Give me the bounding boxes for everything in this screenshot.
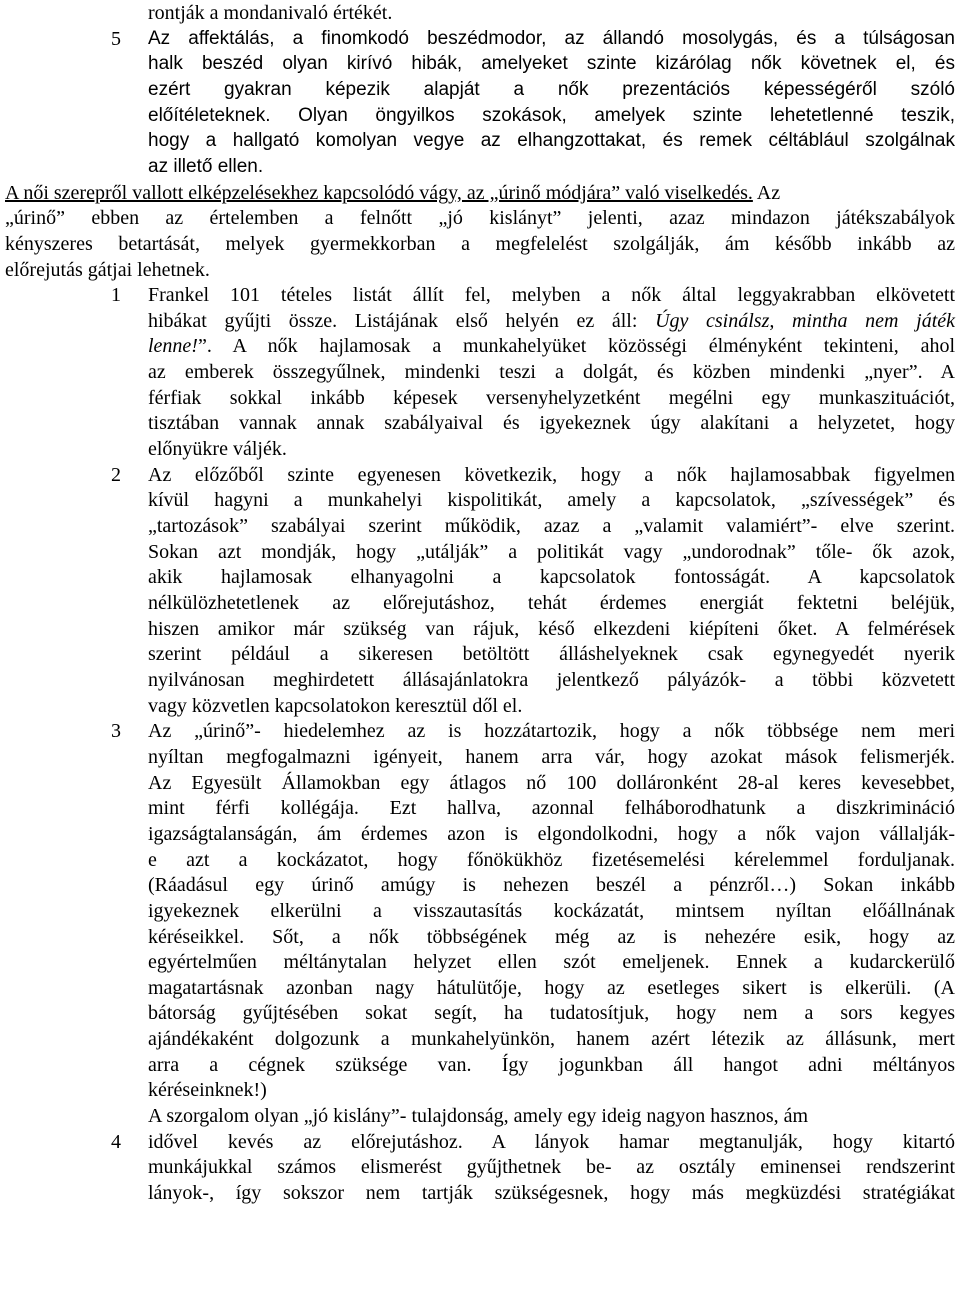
text-line: bátorság gyűjtésében sokat segít, ha tudatosítjuk, hogy nem a sors kegyes <box>148 1002 955 1024</box>
list-number: 3 <box>111 720 121 742</box>
text-line: hiszen amikor már szükség van rájuk, késő elkezdeni kiépíteni őket. A felmérések <box>148 618 955 640</box>
quote-italic: Úgy csinálsz, mintha nem játék <box>655 310 955 332</box>
text-line: szerint például a sikeresen betöltött álláshelyeknek csak egynegyedét nyerik <box>148 643 955 665</box>
text-line: (Ráadásul egy úrinő amúgy is nehezen beszél a pénzről…) Sokan inkább <box>148 874 955 896</box>
list-number: 5 <box>111 28 121 50</box>
text-line: igyekeznek elkerülni a visszautasítás kockázatát, mintsem nyíltan előállnának <box>148 900 955 922</box>
text-line: tisztában vannak annak szabályaival és igyekeznek úgy alakítani a helyzetet, hogy <box>148 412 955 434</box>
list-number: 1 <box>111 284 121 306</box>
text-line: Az „úrinő”- hiedelemhez az is hozzátartozik, hogy a nők többsége nem meri <box>148 720 955 742</box>
text-line: az illető ellen. <box>148 156 264 177</box>
quote-italic: lenne! <box>148 335 198 357</box>
text-line: lányok-, így sokszor nem tartják szükségesnek, hogy más megküzdési stratégiákat <box>148 1182 955 1204</box>
text-line: nélkülözhetetlenek az előrejutáshoz, tehát érdemes energiát fektetni beléjük, <box>148 592 955 614</box>
text-line: munkájukkal számos elismerést gyűjthetnek be- az osztály eminensei rendszerint <box>148 1156 955 1178</box>
text-line: hogy a hallgató komolyan vegye az elhangzottakat, és remek céltáblául szolgálnak <box>148 130 955 151</box>
text-line: előnyükre váljék. <box>148 438 287 460</box>
text-line: Az affektálás, a finomkodó beszédmodor, az állandó mosolygás, és a túlságosan <box>148 28 955 49</box>
text-line: vagy közvetlen kapcsolatokon keresztül dől el. <box>148 695 523 717</box>
text-line: előrejutás gátjai lehetnek. <box>5 259 210 281</box>
text-line: férfiak sokkal inkább képesek versenyhelyzetként megélni egy munkaszituációt, <box>148 387 955 409</box>
text-line <box>148 311 955 331</box>
text-line: nyíltan megfogalmazni igényeit, hanem arra vár, hogy azokat mások felismerjék. <box>148 746 955 768</box>
text-line: kívül hagyni a munkahelyi kispolitikát, amely a kapcsolatok, „szívességek” és <box>148 489 955 511</box>
text-line: magatartásnak azonban nagy hátulütője, hogy az esetleges sikert is elkerüli. (A <box>148 977 955 999</box>
text-line: „úrinő” ebben az értelemben a felnőtt „jó kislányt” jelenti, azaz mindazon játékszabályok <box>5 207 955 229</box>
text-line <box>148 1209 955 1229</box>
text-fragment: hibákat gyűjti össze. Listájának első helyén ez áll: <box>148 310 656 332</box>
text-line: A szorgalom olyan „jó kislány”- tulajdonság, amely egy ideig nagyon hasznos, ám <box>148 1105 809 1127</box>
text-fragment: ”. A nők hajlamosak a munkahelyüket közösségi élményként tekinteni, ahol <box>197 335 955 357</box>
text-line <box>148 336 955 356</box>
text-line: Az Egyesült Államokban egy átlagos nő 100 dolláronként 28-al keres kevesebbet, <box>148 772 955 794</box>
text-line: rontják a mondanivaló értékét. <box>148 2 393 24</box>
section-heading-line <box>5 183 955 203</box>
text-line: kéréseinknek!) <box>148 1079 267 1101</box>
text-line: e azt a kockázatot, hogy főnökükhöz fizetésemelési kérelemmel forduljanak. <box>148 849 955 871</box>
text-fragment: Az <box>752 182 781 204</box>
text-line: az emberek összegyűlnek, mindenki teszi a dolgát, és közben mindenki „nyer”. A <box>148 361 955 383</box>
text-line: ezért gyakran képezik alapját a nők prezentációs képességéről szóló <box>148 79 955 100</box>
text-line: akik hajlamosak elhanyagolni a kapcsolatok fontosságát. A kapcsolatok <box>148 566 955 588</box>
section-heading: A női szerepről vallott elképzelésekhez kapcsolódó vágy, az „úrinő módjára” való viselkedés. <box>5 182 753 204</box>
text-line: „tartozások” szabályai szerint működik, azaz a „valamit valamiért”- elve szerint. <box>148 515 955 537</box>
text-line: egyértelműen méltánytalan helyzet ellen szót emeljenek. Ennek a kudarckerülő <box>148 951 955 973</box>
text-line: idővel kevés az előrejutáshoz. A lányok hamar megtanulják, hogy kitartó <box>148 1131 955 1153</box>
text-line: igazságtalanságán, ám érdemes azon is elgondolkodni, hogy a nők vajon vállalják- <box>148 823 955 845</box>
text-line: arra a cégnek szüksége van. Így jogunkban áll hangot adni méltányos <box>148 1054 955 1076</box>
text-line: halk beszéd olyan kirívó hibák, amelyeket szinte kizárólag nők követnek el, és <box>148 53 955 74</box>
text-line: mint férfi kollégája. Ezt hallva, azonnal felháborodhatunk a diszkrimináció <box>148 797 955 819</box>
text-line: Az előzőből szinte egyenesen következik, hogy a nők hajlamosabbak figyelmen <box>148 464 955 486</box>
text-line: nyilvánosan meghirdetett állásajánlatokra jelentkező pályázók- a többi közvetett <box>148 669 955 691</box>
text-line: előítéleteknek. Olyan öngyilkos szokások, amelyek szinte lehetetlenné teszik, <box>148 105 955 126</box>
list-number: 4 <box>111 1131 121 1153</box>
text-line: Sokan azt mondják, hogy „utálják” a politikát vagy „undorodnak” tőle- ők azok, <box>148 541 955 563</box>
text-line: Frankel 101 tételes listát állít fel, melyben a nők által leggyakrabban elkövetett <box>148 284 955 306</box>
list-number: 2 <box>111 464 121 486</box>
text-line: kényszeres betartását, melyek gyermekkorban a megfelelést szolgálják, ám később inkább az <box>5 233 955 255</box>
text-line: ajándékaként dolgozunk a munkahelyünkön, hanem azért létezik az állásunk, mert <box>148 1028 955 1050</box>
text-line: kéréseikkel. Sőt, a nők többségének még az is nehezére esik, hogy az <box>148 926 955 948</box>
